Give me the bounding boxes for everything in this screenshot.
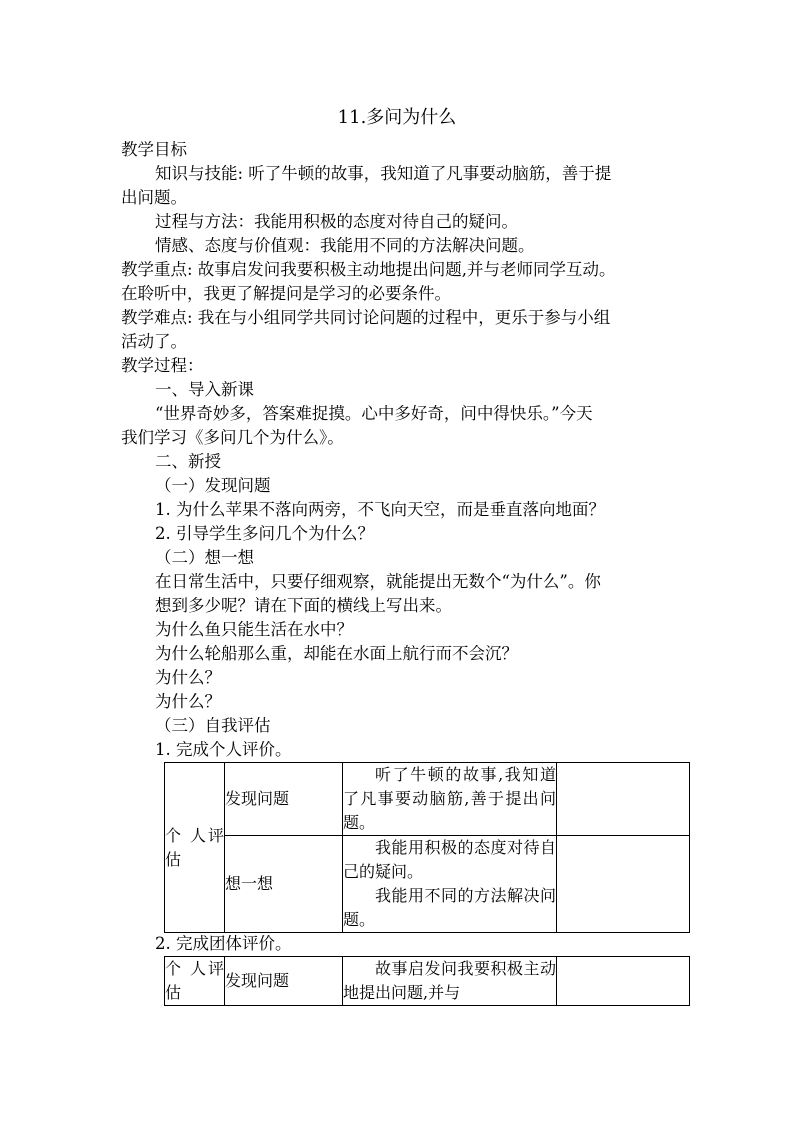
text-line: 出问题。 [121, 188, 187, 207]
list-item: 1. 完成个人评价。 [155, 740, 292, 759]
table-cell-text [343, 763, 557, 836]
list-item: 2. 完成团体评价。 [155, 934, 292, 953]
page-title: 11.多问为什么 [337, 107, 457, 128]
table-cell-category: 个 人评估 [165, 957, 225, 1006]
heading-teaching-process: 教学过程： [121, 356, 204, 375]
subsection-heading: （一）发现问题 [155, 476, 271, 495]
table-cell-label: 想一想 [225, 836, 343, 933]
section-heading: 二、新授 [155, 452, 221, 471]
text-line: 知识与技能: 听了牛顿的故事，我知道了凡事要动脑筋，善于提 [155, 164, 612, 183]
table-cell-text [343, 957, 557, 1006]
table-row [165, 957, 690, 1006]
section-heading: 一、导入新课 [155, 380, 254, 399]
text-line: 过程与方法：我能用积极的态度对待自己的疑问。 [155, 212, 518, 231]
table-cell-label: 发现问题 [225, 763, 343, 836]
text-line: “世界奇妙多，答案难捉摸。心中多好奇，问中得快乐。”今天 [155, 404, 593, 423]
subsection-heading: （二）想一想 [155, 548, 254, 567]
cell-paragraph: 我能用不同的方法解决问题。 [343, 886, 556, 929]
cell-paragraph: 故事启发问我要积极主动地提出问题,并与 [343, 959, 556, 1002]
text-line: 想到多少呢？请在下面的横线上写出来。 [155, 596, 452, 615]
table-row [165, 836, 690, 933]
list-item: 2. 引导学生多问几个为什么？ [155, 524, 374, 543]
cell-paragraph: 我能用积极的态度对待自己的疑问。 [343, 838, 556, 881]
table-row [165, 763, 690, 836]
table-cell-text [343, 836, 557, 933]
text-line: 在日常生活中，只要仔细观察，就能提出无数个“为什么”。你 [155, 572, 601, 591]
text-line: 为什么？ [155, 692, 221, 711]
text-line: 为什么鱼只能生活在水中？ [155, 620, 353, 639]
text-line: 活动了。 [121, 332, 187, 351]
text-line: 教学难点: 我在与小组同学共同讨论问题的过程中，更乐于参与小组 [121, 308, 611, 327]
table-cell-label: 发现问题 [225, 957, 343, 1006]
text-line: 为什么轮船那么重，却能在水面上航行而不会沉？ [155, 644, 518, 663]
list-item: 1. 为什么苹果不落向两旁，不飞向天空，而是垂直落向地面？ [155, 500, 605, 519]
text-line: 教学重点: 故事启发问我要积极主动地提出问题,并与老师同学互动。 [121, 260, 616, 279]
table-cell-empty [557, 957, 690, 1006]
heading-teaching-goals: 教学目标 [121, 140, 187, 159]
text-line: 情感、态度与价值观：我能用不同的方法解决问题。 [155, 236, 535, 255]
group-evaluation-table [164, 956, 690, 1006]
cell-paragraph: 听了牛顿的故事,我知道了凡事要动脑筋,善于提出问题。 [343, 765, 556, 832]
subsection-heading: （三）自我评估 [155, 716, 271, 735]
text-line: 我们学习《多问几个为什么》。 [121, 428, 344, 447]
table-cell-empty [557, 836, 690, 933]
personal-evaluation-table [164, 762, 690, 933]
table-cell-category: 个 人评估 [165, 763, 225, 933]
table-cell-empty [557, 763, 690, 836]
text-line: 在聆听中，我更了解提问是学习的必要条件。 [121, 284, 451, 303]
text-line: 为什么？ [155, 668, 221, 687]
